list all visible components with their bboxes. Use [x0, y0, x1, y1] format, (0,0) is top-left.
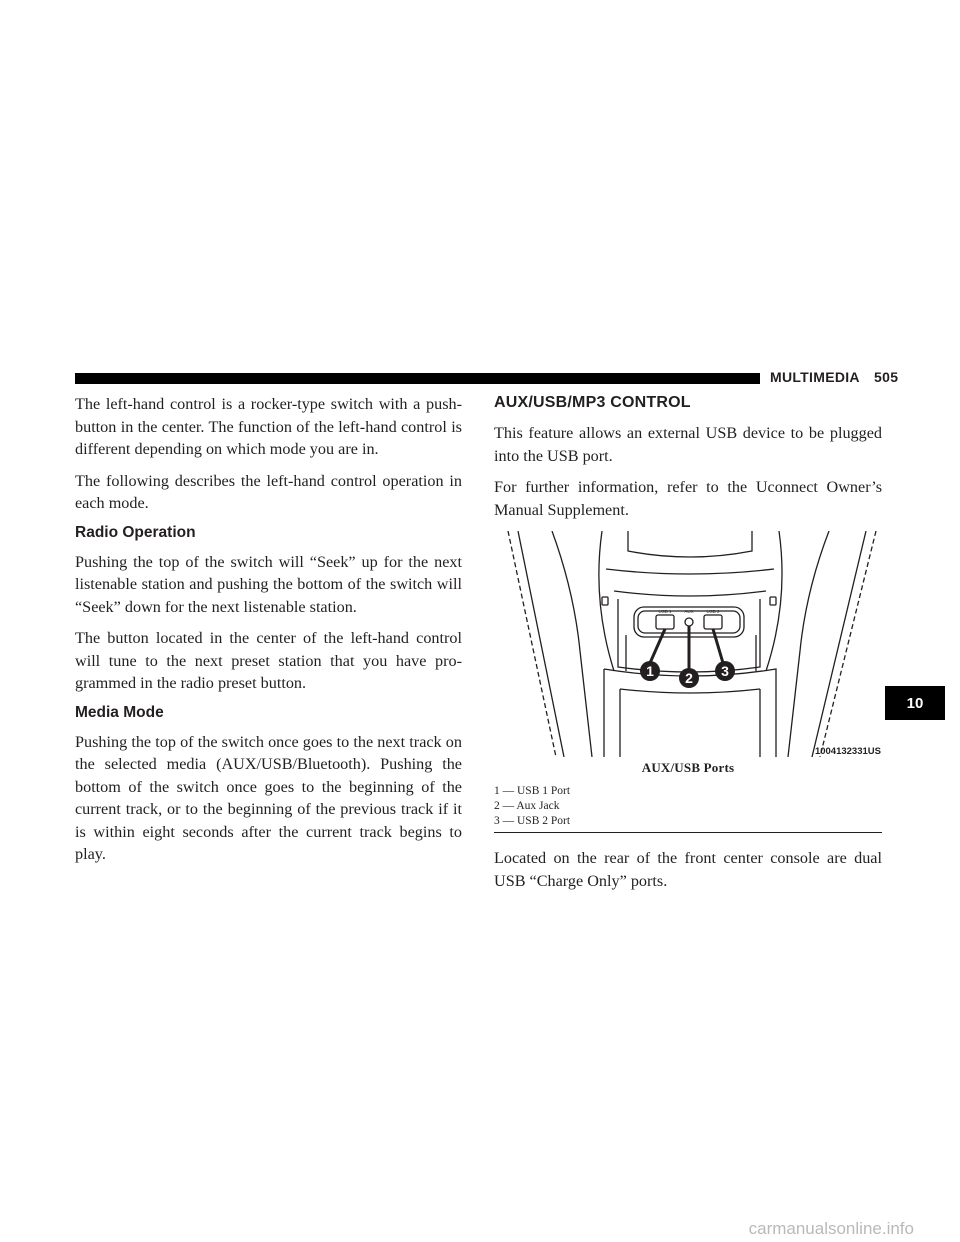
- port-label-aux: AUX: [684, 609, 694, 614]
- right-column: [494, 393, 882, 901]
- section-paragraph: This feature allows an external USB device to be plugged into the USB port.: [494, 424, 882, 465]
- port-label-usb1: USB 1: [658, 609, 672, 614]
- charge-only-paragraph: Located on the rear of the front center console are dual USB “Charge Only” ports.: [494, 849, 882, 890]
- page-number: 505: [874, 369, 899, 385]
- callout-2: 2: [685, 670, 693, 686]
- console-illustration: [494, 531, 882, 757]
- running-header: [770, 369, 898, 385]
- figure-legend: [494, 784, 882, 833]
- legend-item: 3 — USB 2 Port: [494, 815, 571, 827]
- radio-paragraph: The button located in the center of the left-hand control will tune to the next preset station that you have pro-grammed in the radio preset button.: [75, 629, 462, 692]
- watermark: carmanualsonline.info: [748, 1219, 914, 1238]
- header-rule: [75, 373, 760, 384]
- intro-paragraph: The left-hand control is a rocker-type switch with a push-button in the center. The function of the left-hand control is different depending on which mode you are in.: [75, 395, 462, 458]
- chapter-tab: 10: [885, 686, 945, 720]
- aux-usb-ports-figure: [494, 531, 882, 757]
- header-section-title: MULTIMEDIA: [770, 369, 860, 385]
- legend-item: 1 — USB 1 Port: [494, 785, 571, 797]
- media-paragraph: Pushing the top of the switch once goes to the next track on the selected media (AUX/USB/Bluetooth). Pushing the bottom of the switch once goes to the beginning of the current track, or to the beginning of the previous track if it is within eight seconds after the current track begins to play.: [75, 732, 462, 863]
- aux-usb-section-heading: AUX/USB/MP3 CONTROL: [494, 394, 691, 411]
- port-label-usb2: USB 2: [706, 609, 720, 614]
- section-paragraph: For further information, refer to the Uconnect Owner’s Manual Supplement.: [494, 478, 882, 519]
- left-column: [75, 393, 462, 875]
- legend-item: 2 — Aux Jack: [494, 800, 560, 812]
- media-mode-heading: Media Mode: [75, 703, 164, 721]
- radio-operation-heading: Radio Operation: [75, 523, 196, 541]
- figure-code: 1004132331US: [814, 746, 881, 757]
- callout-3: 3: [721, 663, 729, 679]
- figure-caption: AUX/USB Ports: [641, 760, 735, 775]
- callout-1: 1: [646, 663, 654, 679]
- intro-paragraph: The following describes the left-hand control operation in each mode.: [75, 471, 462, 512]
- radio-paragraph: Pushing the top of the switch will “Seek” up for the next listenable station and pushing the bottom of the switch will “Seek” down for the next listenable station.: [75, 552, 462, 616]
